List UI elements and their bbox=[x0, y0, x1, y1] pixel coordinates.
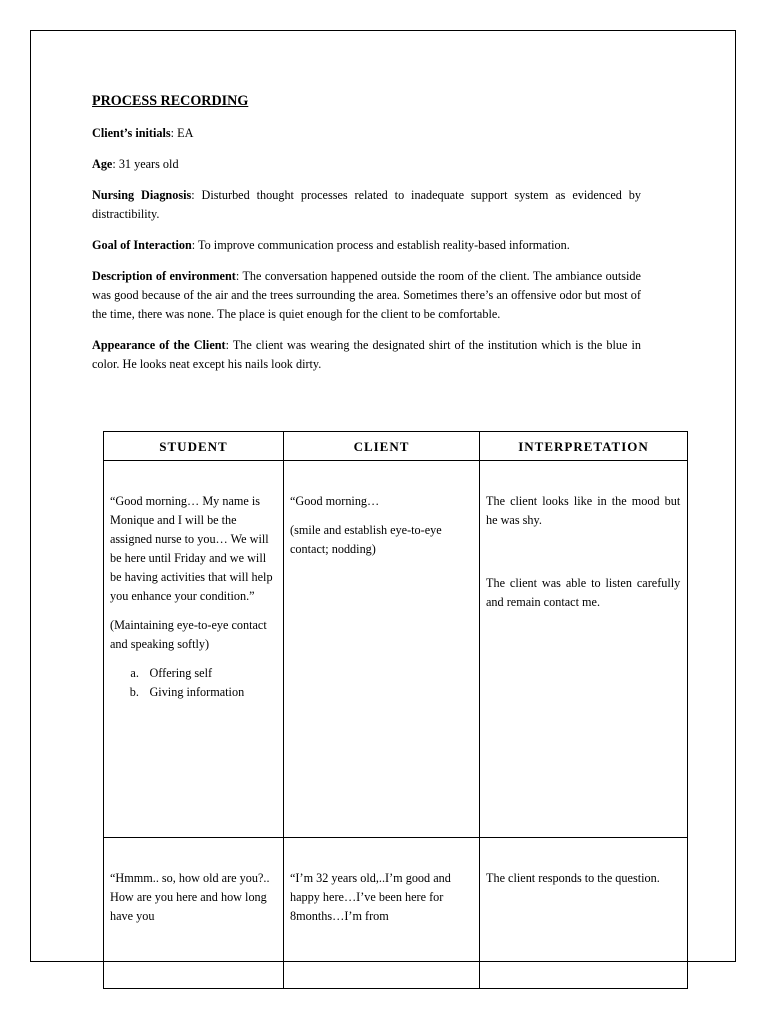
field-appearance-of-client bbox=[92, 335, 641, 373]
field-value: : The conversation happened outside the room of the client. The ambiance outside was good because of the air and the trees surrounding the area. Sometimes there’s an offensive odor but most of the time, there was none. The place is quiet enough for the client to be comfortable. bbox=[92, 268, 641, 321]
field-goal-of-interaction bbox=[92, 235, 641, 254]
list-item: a. Offering self bbox=[142, 663, 276, 682]
table-header-row bbox=[104, 432, 688, 461]
table-row bbox=[104, 461, 688, 838]
field-label: Client’s initials bbox=[92, 125, 171, 140]
technique-list bbox=[110, 663, 276, 701]
client-note: (smile and establish eye-to-eye contact; nodding) bbox=[290, 522, 442, 556]
interpretation-text: The client was able to listen carefully and remain contact me. bbox=[486, 575, 681, 609]
client-statement: “I’m 32 years old,..I’m good and happy here…I’ve been here for 8months…I’m from bbox=[290, 870, 451, 923]
client-statement: “Good morning… bbox=[290, 493, 380, 508]
list-item: b. Giving information bbox=[142, 682, 276, 701]
process-recording-table bbox=[103, 431, 687, 923]
field-client-initials bbox=[92, 123, 641, 142]
client-cell bbox=[284, 838, 480, 989]
field-label: Appearance of the Client bbox=[92, 337, 226, 352]
header-client: CLIENT bbox=[284, 432, 480, 461]
document-body bbox=[92, 92, 641, 385]
field-label: Nursing Diagnosis bbox=[92, 187, 192, 202]
field-description-of-environment bbox=[92, 266, 641, 323]
student-note: (Maintaining eye-to-eye contact and speaking softly) bbox=[110, 617, 267, 651]
field-value: : Disturbed thought processes related to inadequate support system as evidenced by distractibility. bbox=[92, 187, 641, 221]
header-student: STUDENT bbox=[104, 432, 284, 461]
student-cell bbox=[104, 838, 284, 989]
table-row bbox=[104, 838, 688, 989]
field-value: : EA bbox=[170, 125, 194, 140]
field-value: : 31 years old bbox=[112, 156, 179, 171]
field-value: : The client was wearing the designated shirt of the institution which is the blue in color. He looks neat except his nails look dirty. bbox=[92, 337, 641, 371]
field-nursing-diagnosis bbox=[92, 185, 641, 223]
student-statement: “Good morning… My name is Monique and I will be the assigned nurse to you… We will be here until Friday and we will be having activities that will help you enhance your condition.” bbox=[110, 493, 273, 603]
field-label: Description of environment bbox=[92, 268, 236, 283]
header-interpretation: INTERPRETATION bbox=[480, 432, 688, 461]
field-age bbox=[92, 154, 641, 173]
interpretation-cell bbox=[480, 461, 688, 838]
interpretation-text: The client looks like in the mood but he was shy. bbox=[486, 493, 681, 527]
interpretation-text: The client responds to the question. bbox=[486, 870, 660, 885]
field-label: Age bbox=[92, 156, 113, 171]
interpretation-cell bbox=[480, 838, 688, 989]
client-cell bbox=[284, 461, 480, 838]
field-label: Goal of Interaction bbox=[92, 237, 192, 252]
field-value: : To improve communication process and establish reality-based information. bbox=[191, 237, 570, 252]
document-title: PROCESS RECORDING bbox=[92, 93, 249, 109]
student-statement: “Hmmm.. so, how old are you?.. How are you here and how long have you bbox=[110, 870, 270, 923]
student-cell bbox=[104, 461, 284, 838]
